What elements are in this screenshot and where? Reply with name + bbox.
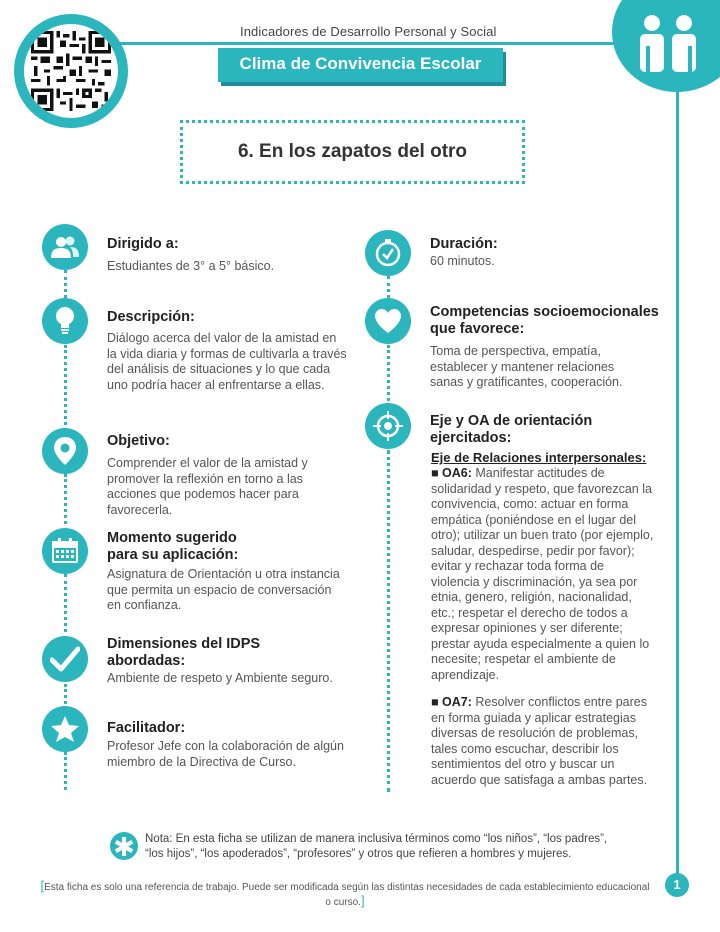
header-rule-left [120,42,220,45]
target-icon-badge [365,403,411,449]
lightbulb-icon-badge [42,298,88,344]
connector-dots [387,345,390,401]
activity-title: 6. En los zapatos del otro [237,141,468,162]
disclaimer-text: Esta ficha es solo una referencia de trabajo. Puede ser modificada según las distintas necesidades de cada establecimiento educacional o curso. [44,882,650,908]
location-pin-icon [53,436,77,466]
dimensiones-title-1: Dimensiones del IDPS [107,636,261,652]
heart-icon-badge [365,298,411,344]
oa6-text: Manifestar actitudes de solidaridad y respeto, que favorezcan la convivencia, como: actuar en forma empática (poniéndose en el lugar del otro); utilizar un buen trato (por ejemplo, saludar, despedirse, pedir por favor); evitar y rechazar toda forma de violencia y discriminación, ya sea por etnia, genero, religión, nacionalidad, etc.; respetar el derecho de todos a expresar opiniones y ser diferente; prestar ayuda especialmente a quien lo necesite; respetar el ambiente de aprendizaje. [431,466,654,682]
connector-dots [64,684,67,704]
qr-code-badge [14,14,128,128]
oa6-paragraph: ■ OA6: Manifestar actitudes de solidaridad y respeto, que favorezcan la convivencia, como: actuar en forma empática (poniéndose en el lugar del otro); utilizar un buen trato (por ejemplo, saludar, despedirse, pedir por favor); evitar y rechazar toda forma de violencia y discriminación, ya sea por etnia, genero, religión, nacionalidad, etc.; respetar el derecho de todos a expresar opiniones y ser diferente; prestar ayuda especialmente a quien lo necesite; respetar el ambiente de aprendizaje. [431,466,654,682]
duracion-text: 60 minutos. [430,254,495,268]
page-number: 1 [665,873,689,897]
oa7-paragraph: ■ OA7: Resolver conflictos entre pares en forma guiada y aplicar estrategias diversas de resolución de problemas, tales como escuchar, describir los sentimientos del otro y buscar un acuerdo que satisfaga a ambas partes. [431,695,648,787]
clock-icon-badge [365,230,411,276]
star-icon [50,715,80,743]
footer-disclaimer: [Esta ficha es solo una referencia de trabajo. Puede ser modificada según las distintas necesidades de cada establecimiento educacional o curso.] [40,878,650,908]
eje-title-2: ejercitados: [430,430,512,446]
descripcion-title: Descripción: [107,309,195,325]
header-rule-right [505,42,625,45]
footer-note: Nota: En esta ficha se utilizan de manera inclusiva términos como “los niños”, “los padres”, “los hijos”, “los apoderados”, “profesores” y otros que refieren a hombres y mujeres. [145,833,608,860]
dimensiones-text: Ambiente de respeto y Ambiente seguro. [107,671,333,685]
checkmark-icon-badge [42,636,88,682]
users-icon-badge [42,224,88,270]
objetivo-text: Comprender el valor de la amistad y promover la reflexión en torno a las acciones que podemos hacer para favorecerla. [107,456,308,517]
eje-subheading: Eje de Relaciones interpersonales: [431,450,647,465]
connector-dots [64,345,67,425]
facilitador-text: Profesor Jefe con la colaboración de algún miembro de la Directiva de Curso. [107,739,344,769]
oa7-text: Resolver conflictos entre pares en forma guiada y aplicar estrategias diversas de resolución de problemas, tales como escuchar, describir los sentimientos del otro y buscar un acuerdo que satisfaga a ambas partes. [431,695,648,787]
connector-dots [387,450,390,792]
checkmark-icon [50,646,80,672]
eje-title-1: Eje y OA de orientación [430,413,593,429]
oa7-label: OA7: [442,695,472,709]
activity-title-box [180,120,525,184]
dirigido-title: Dirigido a: [107,236,179,252]
users-icon [50,235,80,259]
momento-title-1: Momento sugerido [107,530,237,546]
lightbulb-icon [54,306,76,336]
momento-text: Asignatura de Orientación u otra instancia que permita un espacio de conversación en confianza. [107,567,340,612]
connector-dots [387,276,390,298]
connector-dots [64,752,67,790]
clock-icon [373,238,403,268]
competencias-title-1: Competencias socioemocionales [430,304,659,320]
dirigido-text: Estudiantes de 3° a 5° básico. [107,259,275,273]
star-icon-badge [42,706,88,752]
facilitador-title: Facilitador: [107,720,186,736]
competencias-text: Toma de perspectiva, empatía, establecer y mantener relaciones sanas y gratificantes, cooperación. [430,344,623,389]
asterisk-icon: ✱ [110,832,138,860]
oa6-label: OA6: [442,466,472,480]
header-subtitle: Indicadores de Desarrollo Personal y Social [240,24,497,39]
dimensiones-title-2: abordadas: [107,653,186,669]
header-title: Clima de Convivencia Escolar [218,48,503,82]
header-rule [220,42,505,45]
momento-title-2: para su aplicación: [107,547,239,563]
qr-code-icon [31,31,111,111]
competencias-title-2: que favorece: [430,321,525,337]
connector-dots [64,574,67,632]
calendar-icon-badge [42,528,88,574]
calendar-icon [51,538,79,564]
target-icon [373,411,403,441]
connector-dots [64,270,67,298]
connector-dots [64,474,67,524]
location-pin-icon-badge [42,428,88,474]
heart-icon [374,308,402,334]
descripcion-text: Diálogo acerca del valor de la amistad en la vida diaria y formas de cultivarla a través del análisis de situaciones y lo que cada uno podría hacer al enfrentarse a ellas. [107,331,347,392]
right-margin-rule [676,80,679,875]
objetivo-title: Objetivo: [107,433,170,449]
people-badge [612,0,720,92]
duracion-title: Duración: [430,236,498,252]
people-icon [634,14,704,72]
